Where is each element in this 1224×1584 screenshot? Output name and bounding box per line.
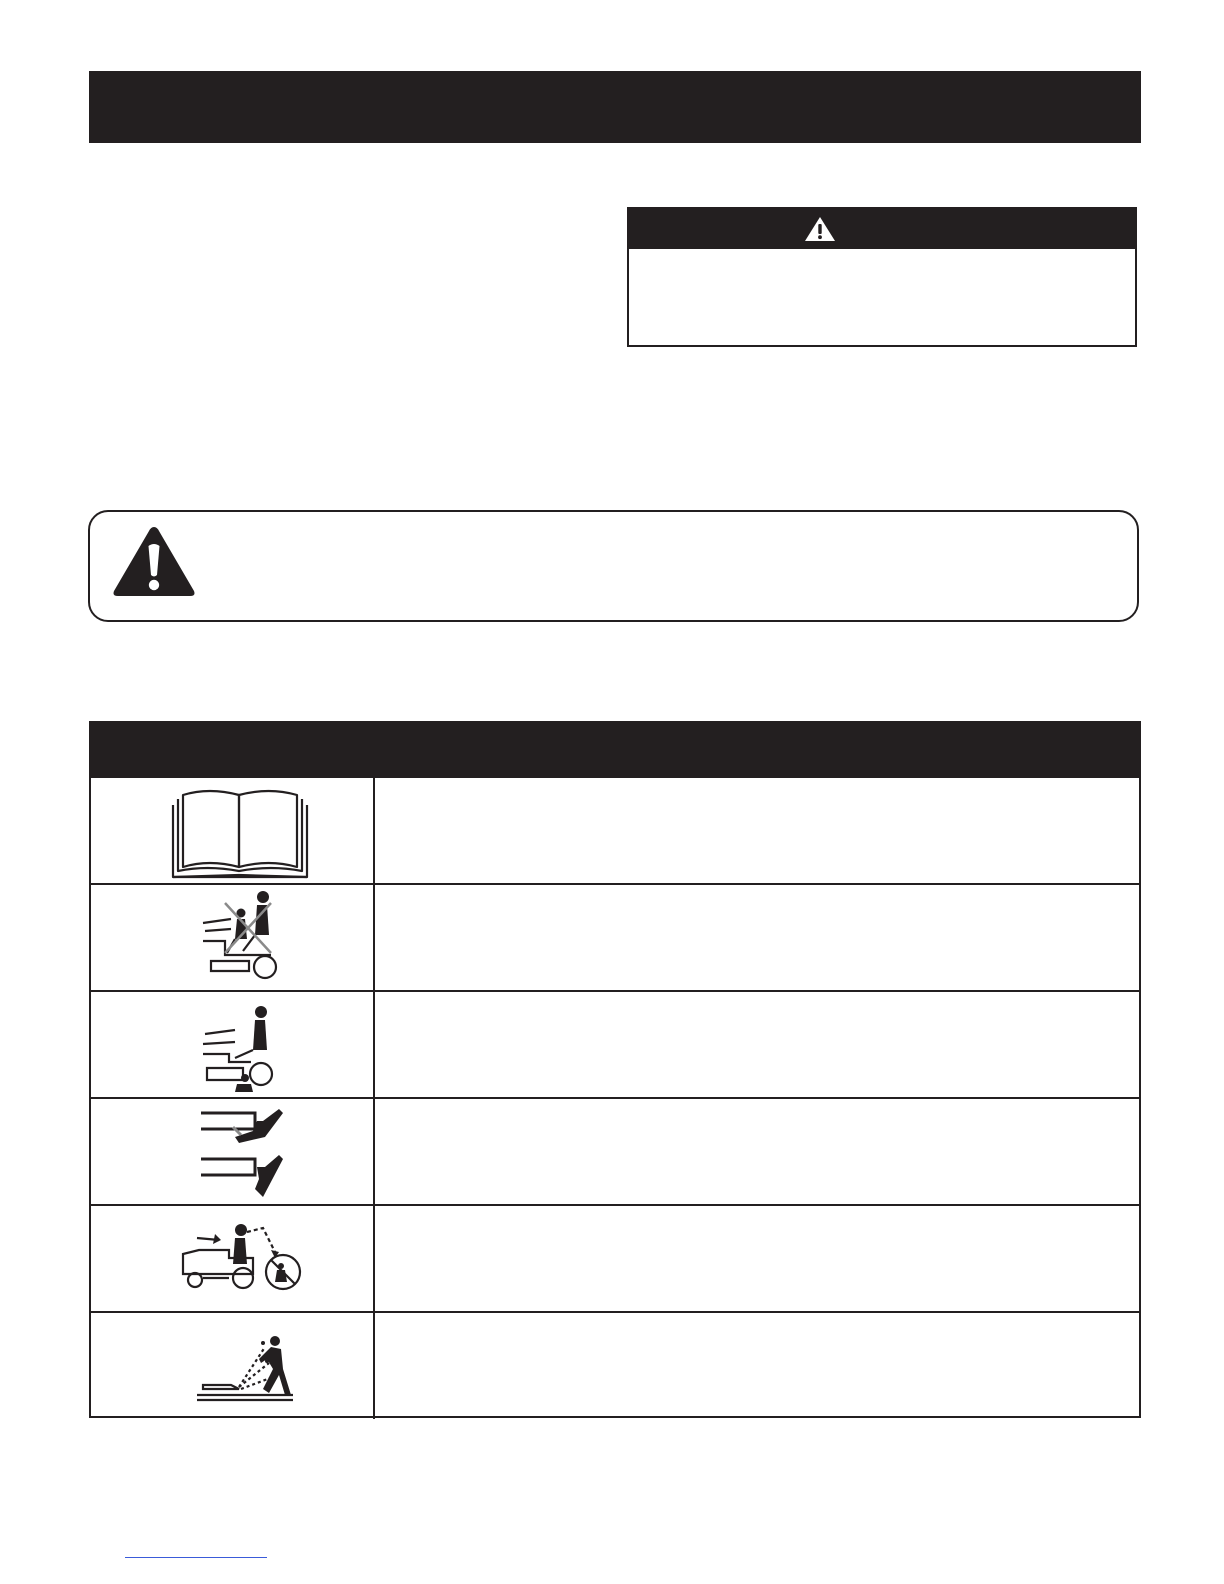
table-row xyxy=(91,1313,1139,1419)
footer-link-underline[interactable] xyxy=(125,1557,267,1558)
table-row xyxy=(91,1206,1139,1312)
description-cell xyxy=(377,1313,1139,1419)
symbol-cell xyxy=(91,885,375,991)
description-cell xyxy=(377,885,1139,991)
table-header-bar xyxy=(91,723,1139,778)
table-row xyxy=(91,992,1139,1098)
symbol-cell xyxy=(91,778,375,884)
children-hazard-icon xyxy=(201,996,281,1094)
warning-triangle-icon xyxy=(110,523,198,599)
read-manual-icon xyxy=(169,783,311,879)
symbol-cell xyxy=(91,1313,375,1419)
description-cell xyxy=(377,1206,1139,1312)
safety-symbols-table xyxy=(89,721,1141,1418)
symbol-cell xyxy=(91,992,375,1098)
section-header-bar xyxy=(89,71,1141,143)
warning-box-header xyxy=(629,209,1135,249)
no-passengers-icon xyxy=(201,889,281,983)
description-cell xyxy=(377,778,1139,884)
symbol-cell xyxy=(91,1099,375,1205)
table-row xyxy=(91,1099,1139,1205)
warning-triangle-icon xyxy=(803,215,837,243)
description-cell xyxy=(377,1099,1139,1205)
symbol-cell xyxy=(91,1206,375,1312)
look-behind-when-reversing-icon xyxy=(179,1218,303,1292)
blade-hand-foot-hazard-icon xyxy=(199,1107,285,1199)
thrown-objects-hazard-icon xyxy=(195,1333,295,1403)
description-cell xyxy=(377,992,1139,1098)
table-row xyxy=(91,778,1139,884)
table-row xyxy=(91,885,1139,991)
warning-box xyxy=(627,207,1137,347)
safety-alert-banner xyxy=(88,510,1139,622)
